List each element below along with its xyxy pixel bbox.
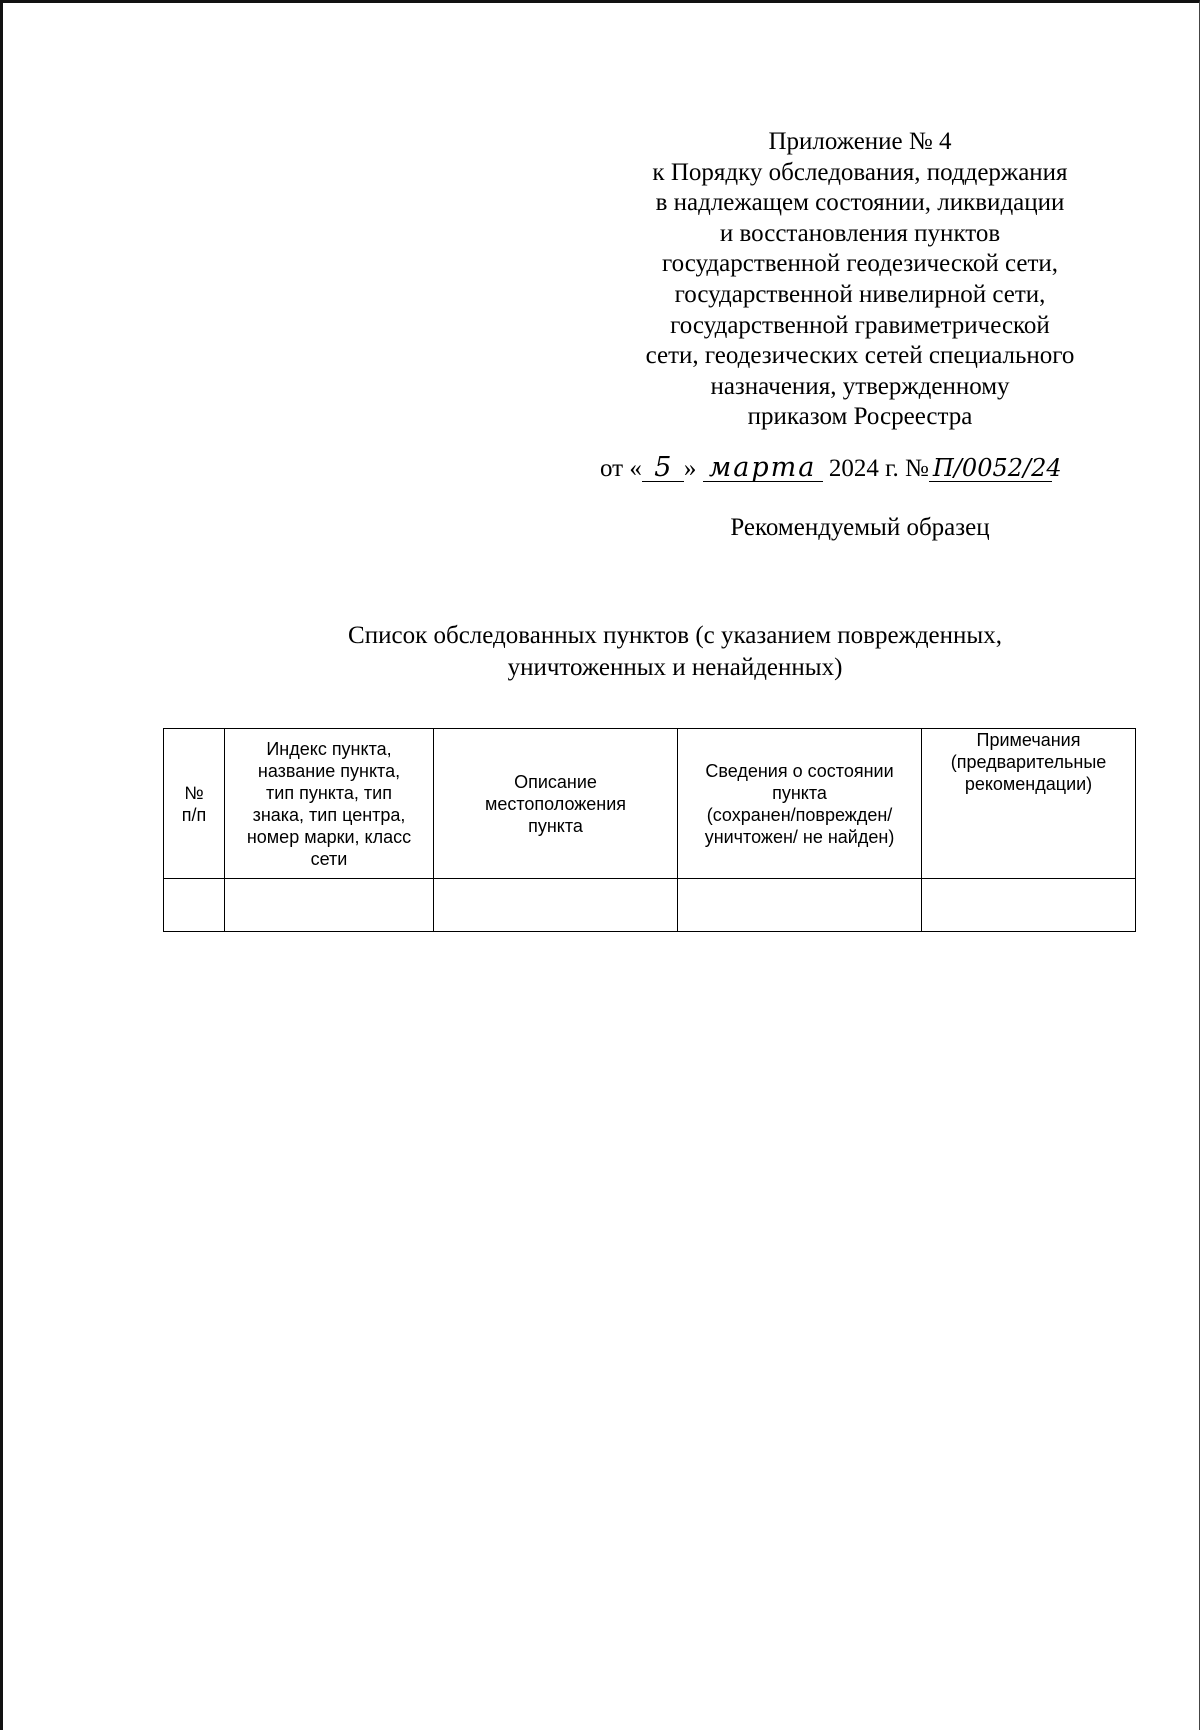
table-cell bbox=[922, 879, 1136, 932]
date-year-text: 2024 г. № bbox=[828, 455, 929, 482]
handwritten-day: 5 bbox=[642, 455, 684, 482]
appendix-heading bbox=[600, 127, 1120, 433]
table-cell bbox=[164, 879, 225, 932]
appendix-line: и восстановления пунктов bbox=[719, 219, 1001, 247]
handwritten-month: марта bbox=[703, 455, 823, 482]
title-line: Список обследованных пунктов (с указанием поврежденных, bbox=[348, 622, 1002, 649]
appendix-line: Приложение № 4 bbox=[768, 128, 952, 155]
appendix-line: государственной геодезической сети, bbox=[661, 250, 1059, 278]
table-row bbox=[164, 879, 1136, 932]
header-condition-info: Сведения о состоянии пункта (сохранен/поврежден/ уничтожен/ не найден) bbox=[678, 729, 922, 879]
title-line: уничтоженных и ненайденных) bbox=[507, 654, 843, 681]
document-title bbox=[230, 620, 1120, 684]
appendix-line: приказом Росреестра bbox=[747, 403, 973, 431]
header-number: № п/п bbox=[164, 729, 225, 879]
appendix-line: государственной гравиметрической bbox=[670, 311, 1050, 339]
appendix-line: к Порядку обследования, поддержания bbox=[652, 158, 1068, 186]
recommended-sample-label: Рекомендуемый образец bbox=[730, 514, 990, 541]
appendix-line: государственной нивелирной сети, bbox=[674, 280, 1046, 308]
order-date-line bbox=[600, 452, 1170, 483]
table-cell bbox=[434, 879, 678, 932]
date-mid: » bbox=[683, 455, 697, 482]
handwritten-order-number: П/0052/24 bbox=[929, 455, 1052, 482]
table-cell bbox=[225, 879, 434, 932]
appendix-line: в надлежащем состоянии, ликвидации bbox=[655, 189, 1065, 217]
surveyed-points-table bbox=[163, 728, 1136, 932]
header-notes: Примечания (предварительные рекомендации) bbox=[922, 729, 1136, 879]
table-header-row bbox=[164, 729, 1136, 879]
table-cell bbox=[678, 879, 922, 932]
appendix-line: назначения, утвержденному bbox=[710, 372, 1010, 400]
header-location-description: Описание местоположения пункта bbox=[434, 729, 678, 879]
date-prefix: от « bbox=[600, 455, 642, 482]
header-point-index: Индекс пункта, название пункта, тип пункта, тип знака, тип центра, номер марки, класс сети bbox=[225, 729, 434, 879]
appendix-line: сети, геодезических сетей специального bbox=[645, 342, 1075, 370]
